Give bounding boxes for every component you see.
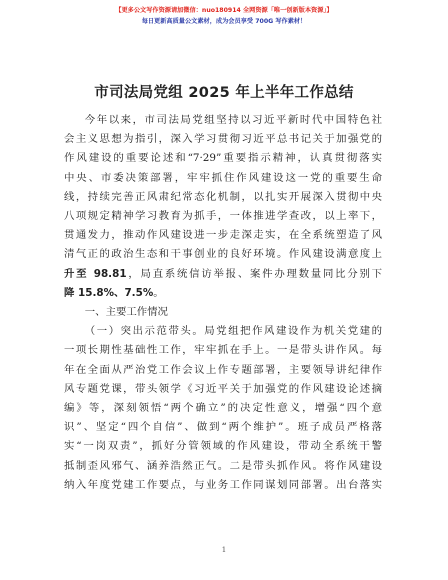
intro-line: 作风建设的重要论述和“7·29”重要指示精神，认真贯彻落实 (64, 152, 382, 165)
page-number: 1 (221, 546, 227, 554)
sub1-line: 一项长期性基础性工作，牢牢抓在手上。一是带头讲作风。每 (64, 344, 382, 357)
intro-line: 清气正的政治生态和干事创业的良好环境。作风建设满意度上 (64, 248, 382, 261)
intro-line-last (64, 284, 382, 303)
sub1-line: 实“一岗双责”，抓好分管领域的作风建设，带动全系统干警 (64, 440, 382, 453)
satisfaction-stat: 升至 98.81 (64, 267, 127, 280)
intro-line: 今年以来，市司法局党组坚持以习近平新时代中国特色社 (84, 114, 382, 126)
sub1-line: 年在全面从严治党工作会议上作专题部署，主要领导讲纪律作 (64, 363, 382, 376)
sub1-line: （一）突出示范带头。局党组把作风建设作为机关党建的 (84, 325, 382, 338)
decline-stat: 降 15.8%、7.5% (64, 286, 154, 299)
document-body (64, 111, 382, 495)
intro-line: 线，持续完善正风肃纪常态化机制，以扎实开展深入贯彻中央 (64, 190, 382, 203)
intro-line: 贯通发力，推动作风建设进一步走深走实，在全系统塑造了风 (64, 229, 382, 242)
promo-banner-line1: 【更多公文写作资源请加微信：nuo180914 全网资源「唯一创新版本资源」】 (115, 7, 333, 14)
sub1-line: 风专题党课，带头领学《习近平关于加强党的作风建设论述摘 (64, 382, 382, 395)
sub1-line: 编》等，深刻领悟“两个确立”的决定性意义，增强“四个意 (64, 402, 382, 415)
sub1-line: 纳入年度党建工作要点，与业务工作同谋划同部署。出台落实 (64, 478, 382, 491)
intro-line: 会主义思想为指引，深入学习贯彻习近平总书记关于加强党的 (64, 133, 382, 146)
sub1-line: 识”、坚定“四个自信”、做到“两个维护”。班子成员严格落 (64, 421, 382, 434)
promo-banner-line2: 每日更新高质量公文素材，成为会员享受 700G 写作素材！ (141, 18, 307, 25)
intro-line: 中央、市委决策部署，牢牢抓住作风建设这一党的重要生命 (64, 171, 382, 184)
intro-text-end: 。 (153, 286, 164, 299)
intro-text: ，局直系统信访举报、案件办理数量同比分别下 (126, 267, 383, 280)
intro-line: 八项规定精神学习教育为抓手，一体推进学查改，以上率下， (64, 210, 382, 223)
section-heading: 一、主要工作情况 (84, 306, 168, 319)
intro-line-stat (64, 265, 382, 284)
document-title: 市司法局党组 2025 年上半年工作总结 (94, 85, 354, 101)
sub1-line: 抵制歪风邪气、涵养浩然正气。二是带头抓作风。将作风建设 (64, 459, 382, 472)
